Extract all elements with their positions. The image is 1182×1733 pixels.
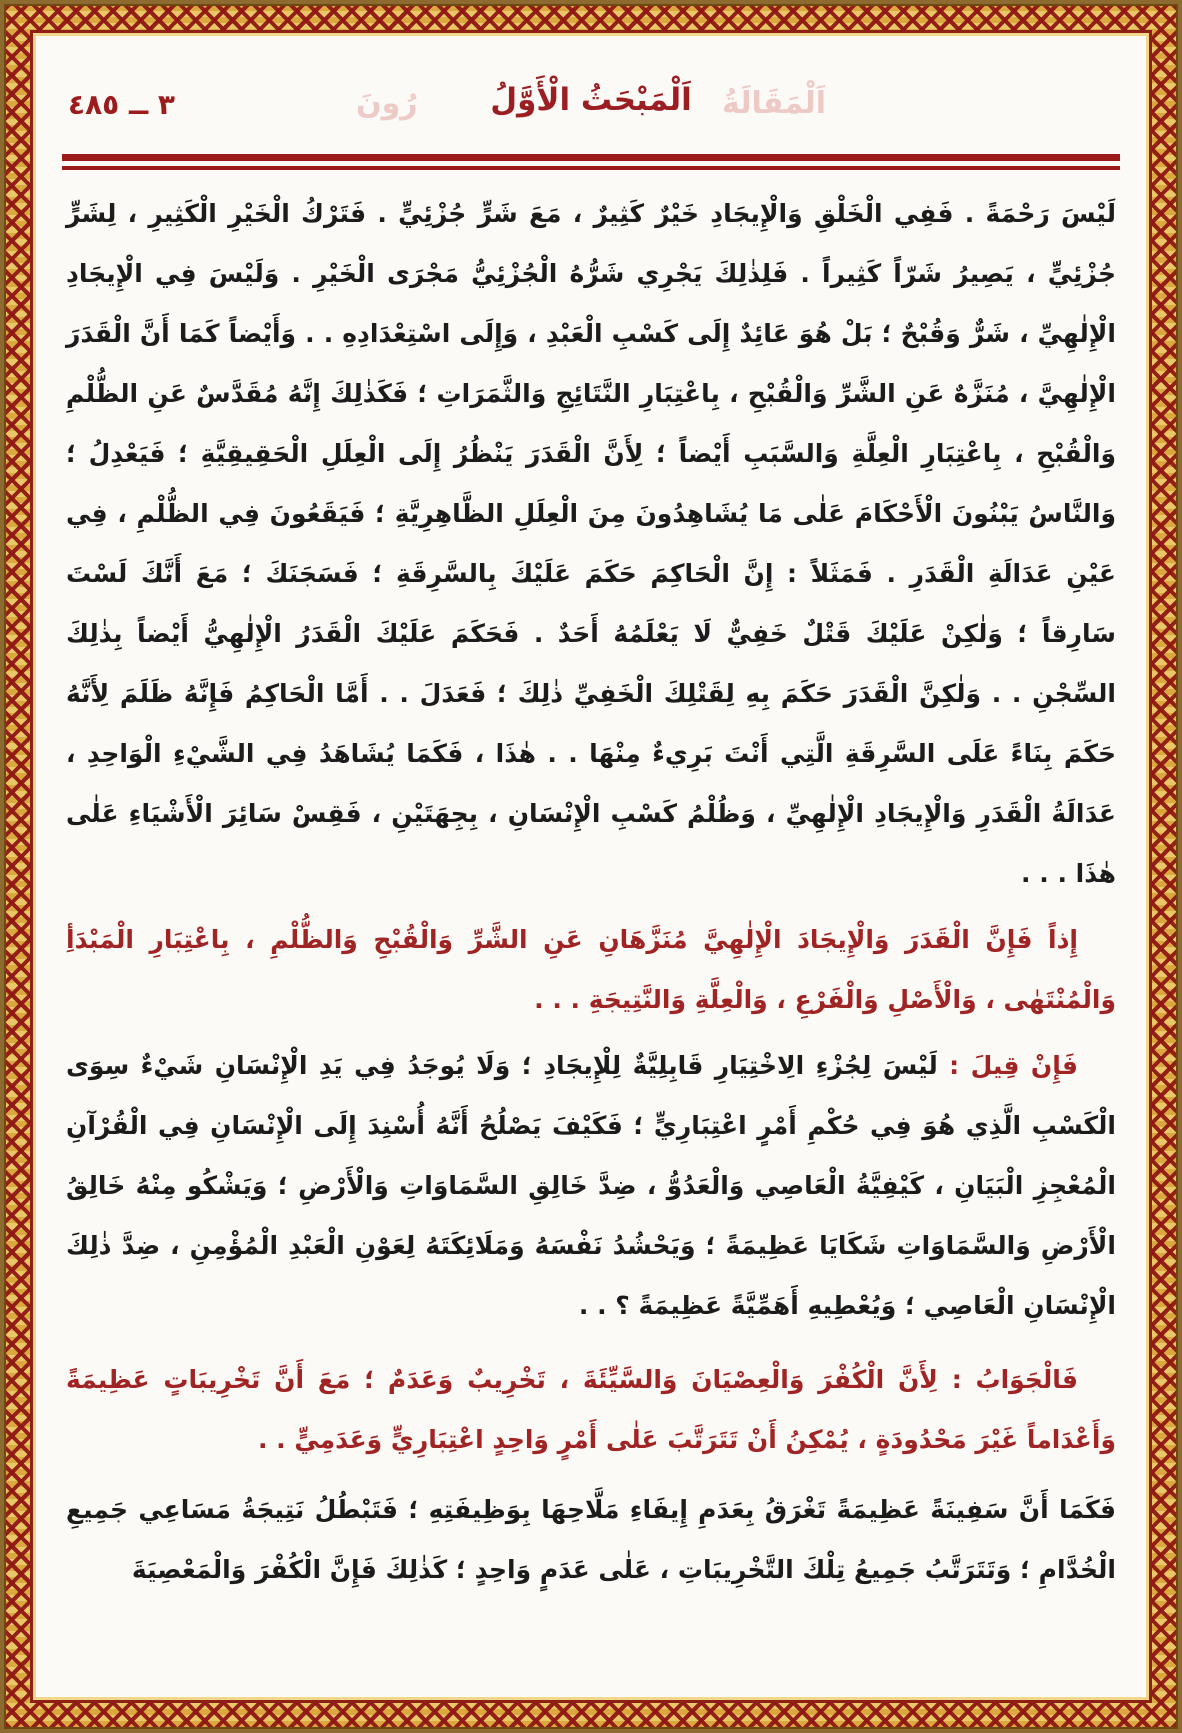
question-text: لَيْسَ لِجُزْءِ الِاخْتِيَارِ قَابِلِيَّةٌ لِلْإِيجَادِ ؛ وَلَا يُوجَدُ فِي يَدِ الْإِنْسَانِ شَيْءٌ سِوَى الْكَسْبِ الَّذِي هُوَ فِي حُكْمِ أَمْرٍ اعْتِبَارِيٍّ ؛ فَكَيْفَ يَصْلُحُ أَنَّهُ أُسْنِدَ إِلَى الْإِنْسَانِ فِي الْقُرْآنِ الْمُعْجِزِ الْبَيَانِ ، كَيْفِيَّةُ الْعَاصِي وَالْعَدُوُّ ، ضِدَّ خَالِقِ السَّمَاوَاتِ وَالْأَرْضِ ؛ وَيَشْكُو مِنْهُ خَالِقُ الْأَرْضِ وَالسَّمَاوَاتِ شَكَايَا عَظِيمَةً ؛ وَيَحْشُدُ نَفْسَهُ وَمَلَائِكَتَهُ لِعَوْنِ الْعَبْدِ الْمُؤْمِنِ ، ضِدَّ ذٰلِكَ الْإِنْسَانِ الْعَاصِي ؛ وَيُعْطِيهِ أَهَمِّيَّةً عَظِيمَةً ؟ . . xyxy=(66,1051,1116,1320)
header-divider xyxy=(62,154,1120,170)
answer-lead: فَالْجَوَابُ : xyxy=(951,1365,1078,1394)
page-title: اَلْمَبْحَثُ الْأَوَّلُ xyxy=(490,82,692,118)
ornamental-border xyxy=(4,4,1178,1729)
answer-paragraph-red xyxy=(66,1350,1116,1470)
page xyxy=(36,36,1146,1697)
conclusion-paragraph-red: إِذاً فَإِنَّ الْقَدَرَ وَالْإِيجَادَ الْإِلٰهِيَّ مُنَزَّهَانِ عَنِ الشَّرِّ وَالْقُبْحِ وَالظُّلْمِ ، بِاعْتِبَارِ الْمَبْدَأِ وَالْمُنْتَهٰى ، وَالْأَصْلِ وَالْفَرْعِ ، وَالْعِلَّةِ وَالنَّتِيجَةِ . . . xyxy=(66,925,1116,1014)
divider-rule-thick xyxy=(62,154,1120,161)
question-paragraph xyxy=(66,1036,1116,1336)
ghost-title-right-fragment: اَلْمَقَالَةُ xyxy=(722,86,826,121)
body-text xyxy=(60,184,1122,1600)
page-number: ٣ ــ ٤٨٥ xyxy=(68,88,176,121)
closing-paragraph: فَكَمَا أَنَّ سَفِينَةً عَظِيمَةً تَغْرَقُ بِعَدَمِ إِيفَاءِ مَلَّاحِهَا بِوَظِيفَتِهِ ؛ فَتَبْطُلُ نَتِيجَةُ مَسَاعِي جَمِيعِ الْخُدَّامِ ؛ وَتَتَرَتَّبُ جَمِيعُ تِلْكَ التَّخْرِيبَاتِ ، عَلٰى عَدَمٍ وَاحِدٍ ؛ كَذٰلِكَ فَإِنَّ الْكُفْرَ وَالْمَعْصِيَةَ xyxy=(66,1495,1116,1584)
ghost-title-left-fragment: رُونَ xyxy=(356,86,418,121)
title-area xyxy=(60,72,1122,142)
question-lead: فَإِنْ قِيلَ : xyxy=(949,1051,1078,1080)
answer-text: لِأَنَّ الْكُفْرَ وَالْعِصْيَانَ وَالسَّيِّئَةَ ، تَخْرِيبٌ وَعَدَمٌ ؛ مَعَ أَنَّ تَخْرِيبَاتٍ عَظِيمَةً وَأَعْدَاماً غَيْرَ مَحْدُودَةٍ ، يُمْكِنُ أَنْ تَتَرَتَّبَ عَلٰى أَمْرٍ وَاحِدٍ اعْتِبَارِيٍّ وَعَدَمِيٍّ . . xyxy=(66,1365,1116,1454)
page-header xyxy=(60,62,1122,150)
divider-rule-thin xyxy=(62,166,1120,170)
paragraph-continuation: لَيْسَ رَحْمَةً . فَفِي الْخَلْقِ وَالْإِيجَادِ خَيْرٌ كَثِيرٌ ، مَعَ شَرٍّ جُزْئِيٍّ . فَتَرْكُ الْخَيْرِ الْكَثِيرِ ، لِشَرٍّ جُزْئِيٍّ ، يَصِيرُ شَرّاً كَثِيراً . فَلِذٰلِكَ يَجْرِي شَرُّهُ الْجُزْئِيُّ مَجْرَى الْخَيْرِ . وَلَيْسَ فِي الْإِيجَادِ الْإِلٰهِيِّ ، شَرٌّ وَقُبْحٌ ؛ بَلْ هُوَ عَائِدٌ إِلَى كَسْبِ الْعَبْدِ ، وَإِلَى اسْتِعْدَادِهِ . . وَأَيْضاً كَمَا أَنَّ الْقَدَرَ الْإِلٰهِيَّ ، مُنَزَّهٌ عَنِ الشَّرِّ وَالْقُبْحِ ، بِاعْتِبَارِ النَّتَائِجِ وَالثَّمَرَاتِ ؛ فَكَذٰلِكَ إِنَّهُ مُقَدَّسٌ عَنِ الظُّلْمِ وَالْقُبْحِ ، بِاعْتِبَارِ الْعِلَّةِ وَالسَّبَبِ أَيْضاً ؛ لِأَنَّ الْقَدَرَ يَنْظُرُ إِلَى الْعِلَلِ الْحَقِيقِيَّةِ ؛ فَيَعْدِلُ ؛ وَالنَّاسُ يَبْنُونَ الْأَحْكَامَ عَلٰى مَا يُشَاهِدُونَ مِنَ الْعِلَلِ الظَّاهِرِيَّةِ ؛ فَيَقَعُونَ فِي الظُّلْمِ ، فِي عَيْنِ عَدَالَةِ الْقَدَرِ . فَمَثَلاً : إِنَّ الْحَاكِمَ حَكَمَ عَلَيْكَ بِالسَّرِقَةِ ؛ فَسَجَنَكَ ؛ مَعَ أَنَّكَ لَسْتَ سَارِقاً ؛ وَلٰكِنْ عَلَيْكَ قَتْلٌ خَفِيٌّ لَا يَعْلَمُهُ أَحَدٌ . فَحَكَمَ عَلَيْكَ الْقَدَرُ الْإِلٰهِيُّ أَيْضاً بِذٰلِكَ السِّجْنِ . . وَلٰكِنَّ الْقَدَرَ حَكَمَ بِهِ لِقَتْلِكَ الْخَفِيِّ ذٰلِكَ ؛ فَعَدَلَ . . أَمَّا الْحَاكِمُ فَإِنَّهُ ظَلَمَ لِأَنَّهُ حَكَمَ بِنَاءً عَلَى السَّرِقَةِ الَّتِي أَنْتَ بَرِيءٌ مِنْهَا . . هٰذَا ، فَكَمَا يُشَاهَدُ فِي الشَّيْءِ الْوَاحِدِ ، عَدَالَةُ الْقَدَرِ وَالْإِيجَادِ الْإِلٰهِيِّ ، وَظُلْمُ كَسْبِ الْإِنْسَانِ ، بِجِهَتَيْنِ ، فَقِسْ سَائِرَ الْأَشْيَاءِ عَلٰى هٰذَا . . . xyxy=(66,199,1116,888)
